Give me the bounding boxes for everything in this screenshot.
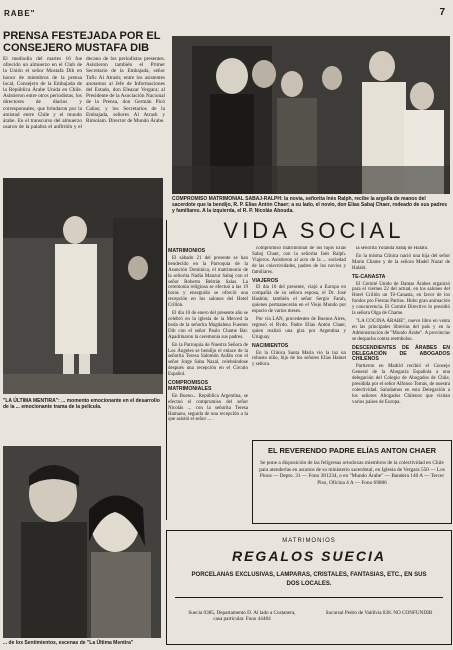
regalos-suecia-ad xyxy=(166,530,452,645)
heading-abogados: DESCENDIENTES DE ÁRABES EN DELEGACIÓN DE ABOGADOS CHILENOS xyxy=(352,344,450,363)
article-paragraph: En la misma Clínica nació una hija del señor Mario Chame y de la señora Madel Nazar de Halabí. xyxy=(352,253,450,271)
ad-address-main: Suecia 0385, Departamento D. Al lado a Costanera, casa particular. Fono 44484 xyxy=(188,610,296,623)
article-paragraph: Partieron en Madrid recibió el Consejo General de la Abogacía Española a una delegación del Colegio de Abogados de Chile, presidida por el señor Alfonso Tomás, de nuestra colectividad. Saludamos en esta Delegación a los señores Abogados Chilenos que visitan varios países de Europa. xyxy=(352,364,450,405)
heading-te-canasta: TE-CANASTA xyxy=(352,273,386,280)
article-paragraph: compromiso matrimonial de los hijos Elías Sabaj Chaer, con la señorita Inés Ralph. Viajeros. Asistieron al acto de la ... sociedad de las colectividades, padres de los novios y familiares. xyxy=(252,246,346,275)
film-photo-caption: "LA ÚLTIMA MENTIRA": ... momento emocionante en el desarrollo de la ... emocionante trama de la película. xyxy=(3,398,160,410)
social-column-3 xyxy=(352,246,450,436)
engagement-photo-caption: COMPROMISO MATRIMONIAL SABAJ-RALPH: la novia, señorita Inés Ralph, recibe la argolla de manos del sacerdote que la bendijo, R. P. Elías Antón Chaer; a su lado, el novio, don Elías Sabaj Chaer, rodeado de sus padres y familiares. A la izquierda, el R. P. Nicolás Abouda. xyxy=(172,196,448,214)
article-paragraph: En la Clínica Santa María vio la luz un robusto niño, hijo de los señores Elías Hamet y señora. xyxy=(252,350,346,368)
article-paragraph: El Comité Unido de Damas Árabes organizó para el viernes 22 del actual, en los salones del Hotel Crillón un Té-Canasta, en favor de los fondos pro Fiestas Patrias. Hubo gran animación y concurrencia. El Comité Directivo lo presidió la señora Olga de Chame. xyxy=(352,281,450,317)
article-paragraph: "LA COCINA ÁRABE", nuevo libro en venta en las principales librerías del país y en la Administración de "Mundo Árabe". A provincias se despacha contra reembolso. xyxy=(352,318,450,342)
engagement-photo xyxy=(172,36,450,194)
article-paragraph: Por vía LAN, procedentes de Buenos Aires, regresó el Rvdo. Padre Elías Antón Chaer, quien realizó una gira por Argentina y Uruguay. xyxy=(252,316,346,340)
page-number: 7 xyxy=(439,7,445,18)
article-paragraph: la señorita Yolanda Sabaj de Halabi. xyxy=(356,246,429,251)
heading-matrimonios: MATRIMONIOS xyxy=(168,248,206,254)
column-rule xyxy=(166,220,167,520)
social-column-2 xyxy=(252,246,346,436)
article-paragraph: El día 10 de enero del presente año se celebró en la iglesia de la Merced la boda de la señorita Magdalena Fuentes Dib con el señor Paulo Chame Bar. Apadrinaron la ceremonia sus padres. xyxy=(168,311,248,340)
left-story-body: El mediodía del martes 16 fue ofrecido un almuerzo en el Club de la Unión el señor Mustafa Dib en honor de miembros de la prensa local, Consejero de la Embajada de la República Árabe Unida en Chile. Asistieron entre otros periodistas, los directores de diarios y corresponsales, que brindaron por la amistad entre Chile y el mundo árabe. En el transcurso del almuerzo usaron de la palabra el anfitrión y el decano de los periodistas presentes. Asistieron también el Primer Secretario de la Embajada, señor Tafic Al Atrash; entre los asistentes anotamos al Jefe de Informaciones del Estado, don Eleazar Vergara; al Presidente de la Asociación Nacional de la Prensa, don Germán Picó Cañas; y los Secretarios de la Embajada, señores Al Atrash y Rimolam. Director de Mundo Árabe. xyxy=(3,56,165,131)
article-paragraph: En Bueno... República Argentina, se efectuó el compromiso del señor Nicolás ... con la señorita Teresa Hamanu, seguida de una recepción a la que asistió el señor ... . xyxy=(168,393,248,423)
film-photo xyxy=(3,178,163,394)
page-header xyxy=(0,0,453,22)
ad-address-branch: Sucursal Pedro de Valdivia 838. NO CONFUNDIR xyxy=(325,610,433,616)
article-paragraph: El sábado 21 del presente se han bendecido en la Parroquia de la Asunción Dominica, el matrimonio de la señorita Nadia Manzur Sabaj con el señor Roberto Beltrán Salas. La ceremonia religiosa se efectuó a las 19 horas y enseguida se ofreció una recepción en los salones del Hotel Crillón. xyxy=(168,255,248,309)
couple-photo-caption: ... de los Sentimientos, escenas de "La Última Mentira" xyxy=(3,640,134,646)
ad-kicker: MATRIMONIOS xyxy=(282,538,336,544)
chaer-notice-title: EL REVERENDO PADRE ELÍAS ANTON CHAER xyxy=(267,446,437,455)
heading-compromisos: COMPROMISOS MATRIMONIALES xyxy=(168,380,212,392)
article-paragraph: En la Parroquia de Nuestra Señora de Los Ángeles se bendijo el enlace de la señorita Teresa Salomón Aufán con el señor Jorge Saba Nazal, celebrándose después una recepción en el Círculo Español. xyxy=(168,342,248,378)
couple-photo xyxy=(3,446,161,638)
article-paragraph: El día 10 del presente, viajó a Europa en compañía de su señora esposa, el Dr. José Hasbún; también el señor Sergio Farah, quienes permanecerán en el Viejo Mundo por espacio de varios meses. xyxy=(252,285,346,315)
ad-description: PORCELANAS EXCLUSIVAS, LAMPARAS, CRISTALES, FANTASIAS, ETC., EN SUS DOS LOCALES. xyxy=(191,572,427,587)
left-story-headline: PRENSA FESTEJADA POR EL CONSEJERO MUSTAFA DIB xyxy=(3,30,161,54)
chaer-notice-body: Se pone a disposición de las feligresas ortodoxas miembros de la colectividad en Chile para atenderlas en asuntos de su ministerio sacerdotal, en Iglesia de Vergara 550 — Los Pinos — Depto. 31 — Fono 381234, o en "Mundo Árabe" — Bandera 140 A — Tercer Piso, Oficina 4 A — Fono 69886 xyxy=(259,460,445,486)
section-title: VIDA SOCIAL xyxy=(223,218,405,243)
heading-nacimientos: NACIMIENTOS xyxy=(252,342,289,349)
chaer-notice-box xyxy=(252,440,452,524)
ad-brand: REGALOS SUECIA xyxy=(231,548,386,564)
ad-divider xyxy=(175,597,443,598)
social-column-1 xyxy=(168,246,248,528)
publication-name: RABE" xyxy=(4,9,36,18)
heading-viajeros: VIAJEROS xyxy=(252,277,279,284)
